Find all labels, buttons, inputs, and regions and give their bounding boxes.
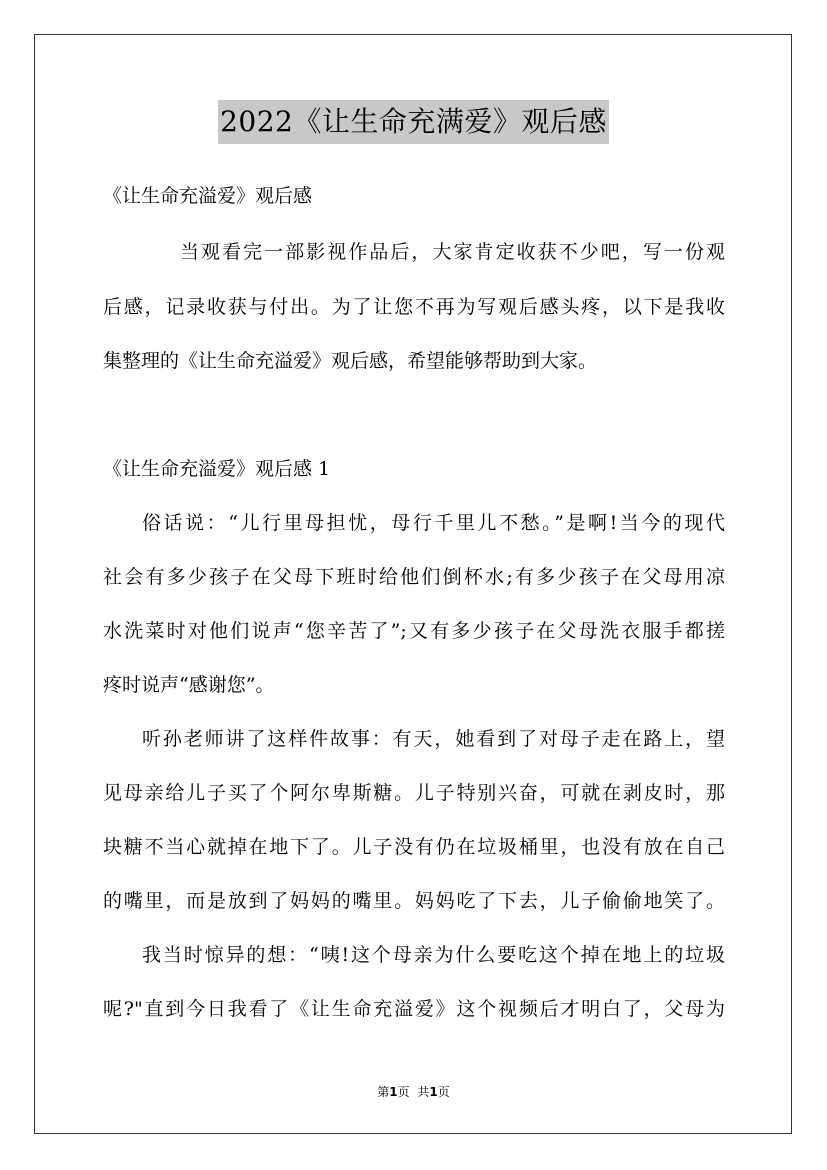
intro-line-3: 集整理的《让生命充溢爱》观后感，希望能够帮助到大家。 (103, 350, 598, 372)
para2-line-1: 听孙老师讲了这样件故事：有天，她看到了对母子走在路上，望 (142, 728, 725, 750)
intro-line-1: 当观看完一部影视作品后，大家肯定收获不少吧，写一份观 (180, 241, 725, 263)
footer-page-pre: 第 (377, 1085, 390, 1099)
para2-line-4: 的嘴里，而是放到了妈妈的嘴里。妈妈吃了下去，儿子偷偷地笑了。 (103, 890, 725, 912)
footer-total-pre: 共 (417, 1085, 430, 1099)
para1-line-1: 俗话说：“儿行里母担忧，母行千里儿不愁。”是啊!当今的现代 (142, 512, 725, 534)
footer-total-number: 1 (429, 1085, 438, 1099)
document-title-container (0, 100, 827, 144)
footer-page-number: 1 (389, 1085, 398, 1099)
section-heading: 《让生命充溢爱》观后感 1 (103, 458, 331, 480)
para1-line-3: 水洗菜时对他们说声“您辛苦了”;又有多少孩子在父母洗衣服手都搓 (103, 620, 725, 642)
subtitle-line: 《让生命充溢爱》观后感 (103, 185, 313, 207)
para2-line-3: 块糖不当心就掉在地下了。儿子没有仍在垃圾桶里，也没有放在自己 (103, 836, 725, 858)
footer-page-mid: 页 (397, 1085, 410, 1099)
document-title: 2022《让生命充满爱》观后感 (218, 100, 609, 144)
para3-line-1: 我当时惊异的想：“咦!这个母亲为什么要吃这个掉在地上的垃圾 (142, 944, 725, 966)
para2-line-2: 见母亲给儿子买了个阿尔卑斯糖。儿子特别兴奋，可就在剥皮时，那 (103, 782, 725, 804)
para1-line-4: 疼时说声“感谢您”。 (103, 674, 275, 696)
para1-line-2: 社会有多少孩子在父母下班时给他们倒杯水;有多少孩子在父母用凉 (103, 566, 725, 588)
footer-total-post: 页 (437, 1085, 450, 1099)
para3-line-2: 呢?"直到今日我看了《让生命充溢爱》这个视频后才明白了，父母为 (103, 998, 725, 1020)
intro-line-2: 后感，记录收获与付出。为了让您不再为写观后感头疼，以下是我收 (103, 296, 725, 318)
page-footer (0, 1083, 827, 1100)
